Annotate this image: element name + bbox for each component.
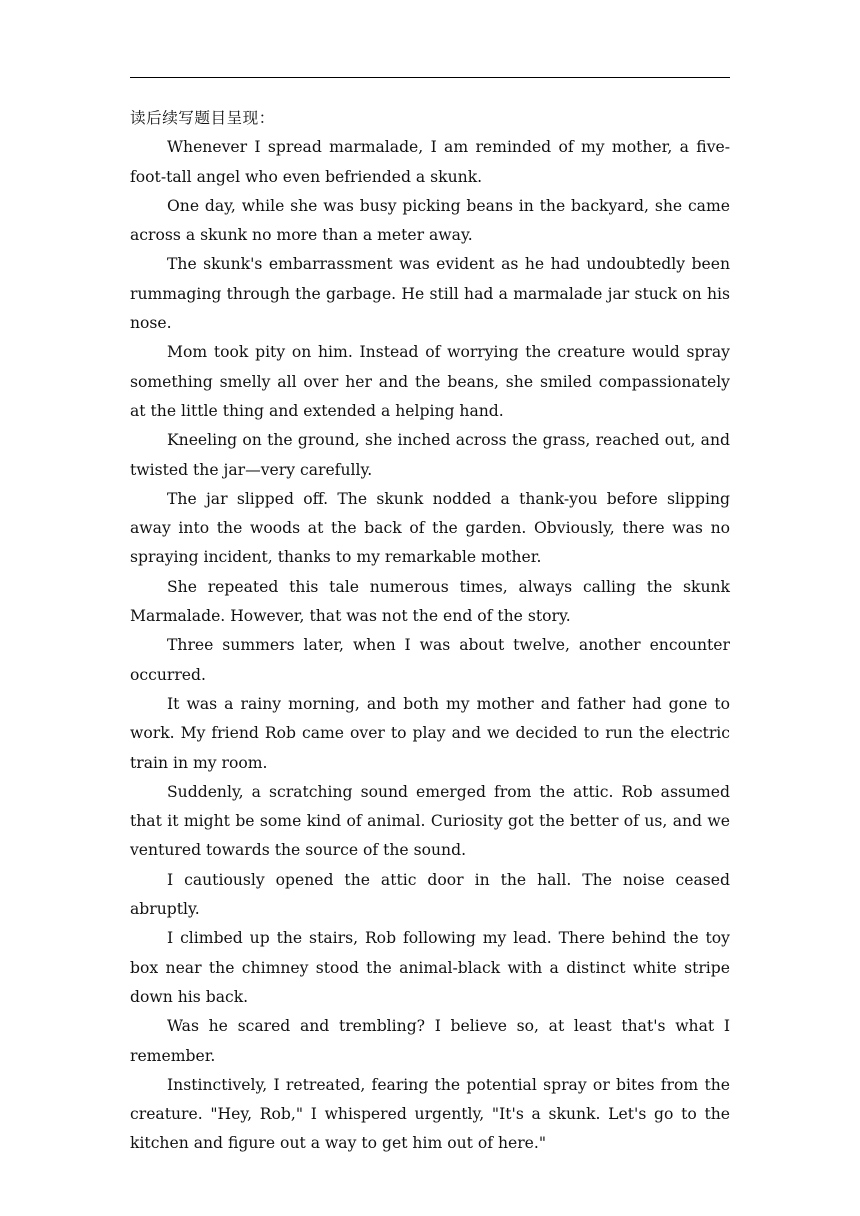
paragraph: One day, while she was busy picking beans in the backyard, she came across a skunk no more than a meter away. xyxy=(130,196,730,245)
paragraph: Instinctively, I retreated, fearing the potential spray or bites from the creature. "Hey, Rob," I whispered urgently, "It's a skunk. Let's go to the kitchen and figure out a way to get him out of here." xyxy=(130,1075,730,1153)
paragraph: It was a rainy morning, and both my mother and father had gone to work. My friend Rob came over to play and we decided to run the electric train in my room. xyxy=(130,694,730,772)
paragraph: The skunk's embarrassment was evident as he had undoubtedly been rummaging through the garbage. He still had a marmalade jar stuck on his nose. xyxy=(130,255,730,333)
paragraph: Whenever I spread marmalade, I am reminded of my mother, a five-foot-tall angel who even befriended a skunk. xyxy=(130,138,730,186)
paragraph: The jar slipped off. The skunk nodded a thank-you before slipping away into the woods at the back of the garden. Obviously, there was no spraying incident, thanks to my remarkable mother. xyxy=(130,489,730,567)
paragraph: Kneeling on the ground, she inched across the grass, reached out, and twisted the jar—very carefully. xyxy=(130,431,730,479)
paragraph: Was he scared and trembling? I believe so, at least that's what I remember. xyxy=(130,1017,730,1065)
paragraph: Suddenly, a scratching sound emerged from the attic. Rob assumed that it might be some kind of animal. Curiosity got the better of us, and we ventured towards the source of the sound. xyxy=(130,782,730,860)
section-heading: 读后续写题目呈现： xyxy=(130,109,275,127)
paragraph: Three summers later, when I was about twelve, another encounter occurred. xyxy=(130,636,730,684)
paragraph: I cautiously opened the attic door in the hall. The noise ceased abruptly. xyxy=(130,870,730,919)
paragraph: I climbed up the stairs, Rob following my lead. There behind the toy box near the chimney stood the animal-black with a distinct white stripe down his back. xyxy=(130,929,730,1006)
header-rule xyxy=(130,77,730,78)
paragraph: She repeated this tale numerous times, always calling the skunk Marmalade. However, that was not the end of the story. xyxy=(130,577,730,626)
document-body xyxy=(130,104,730,1159)
paragraph: Mom took pity on him. Instead of worrying the creature would spray something smelly all over her and the beans, she smiled compassionately at the little thing and extended a helping hand. xyxy=(130,343,730,420)
